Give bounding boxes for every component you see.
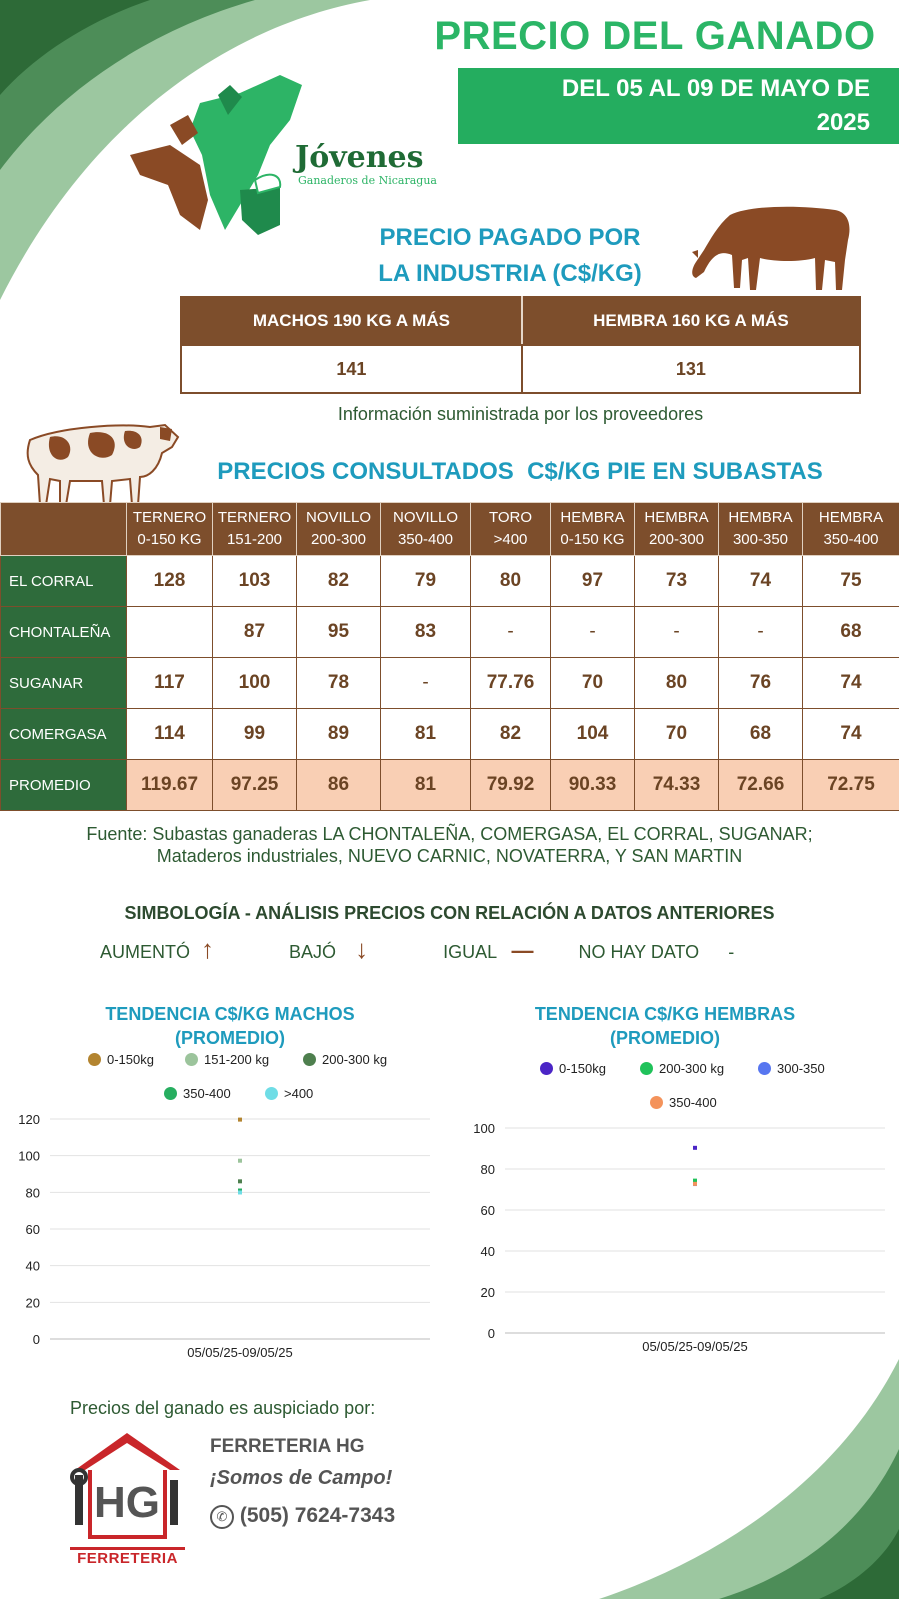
source-line-1: Fuente: Subastas ganaderas LA CHONTALEÑA, COMERGASA, EL CORRAL, SUGANAR; <box>86 824 813 844</box>
table-row <box>1 556 899 607</box>
industry-title-line-1: PRECIO PAGADO POR <box>379 224 641 251</box>
dash-icon: — <box>511 938 534 963</box>
table-cell: 80 <box>635 658 719 709</box>
x-tick-label: 05/05/25-09/05/25 <box>187 1345 293 1360</box>
y-tick-label: 80 <box>25 1185 40 1201</box>
table-cell: 89 <box>297 709 381 760</box>
chart-machos-title-text: TENDENCIA C$/KG MACHOS (PROMEDIO) <box>105 1004 355 1048</box>
y-tick-label: 40 <box>480 1244 495 1259</box>
legend-dot <box>540 1062 553 1075</box>
table-cell: 87 <box>213 607 297 658</box>
y-tick-label: 40 <box>25 1258 40 1274</box>
average-row <box>1 760 899 811</box>
legend-dot <box>758 1062 771 1075</box>
legend-item: >400 <box>265 1086 313 1101</box>
industry-header-males: MACHOS 190 KG A MÁS <box>181 297 522 345</box>
spotted-cow-icon <box>20 415 180 510</box>
y-tick-label: 20 <box>480 1285 495 1300</box>
legend-nodata-symbol: - <box>728 942 735 962</box>
table-cell: - <box>719 607 803 658</box>
y-tick-label: 100 <box>18 1148 40 1164</box>
legend-up-label: AUMENTÓ <box>100 942 190 962</box>
legend-dot <box>303 1053 316 1066</box>
auction-col-header: NOVILLO 200-300 <box>297 503 381 556</box>
table-cell: 74 <box>803 658 899 709</box>
table-cell: - <box>471 607 551 658</box>
grazing-cow-icon <box>690 200 855 295</box>
table-cell: 117 <box>127 658 213 709</box>
table-cell: - <box>635 607 719 658</box>
legend-dot <box>164 1087 177 1100</box>
data-point <box>693 1182 697 1186</box>
y-tick-label: 0 <box>487 1326 495 1341</box>
phone-number: (505) 7624-7343 <box>239 1504 396 1527</box>
data-point <box>693 1146 697 1150</box>
row-label: EL CORRAL <box>1 556 127 607</box>
legend-item: 151-200 kg <box>185 1052 269 1067</box>
auction-col-header: TERNERO 151-200 <box>213 503 297 556</box>
table-cell: 103 <box>213 556 297 607</box>
table-cell: 86 <box>297 760 381 811</box>
industry-value-males: 141 <box>181 345 522 393</box>
table-cell: 81 <box>381 760 471 811</box>
row-label: CHONTALEÑA <box>1 607 127 658</box>
chart-hembras <box>455 1115 899 1375</box>
table-cell: 72.75 <box>803 760 899 811</box>
table-cell: 100 <box>213 658 297 709</box>
logo-ferreteria-text: FERRETERIA <box>70 1547 185 1567</box>
bottom-right-swoosh <box>599 1359 899 1599</box>
phone-icon: ✆ <box>210 1505 234 1529</box>
chart-hembras-legend <box>455 1059 895 1119</box>
data-point <box>238 1159 242 1163</box>
table-cell: 79.92 <box>471 760 551 811</box>
source-note <box>0 823 899 867</box>
y-tick-label: 60 <box>480 1203 495 1218</box>
auction-col-header: TORO >400 <box>471 503 551 556</box>
symbology-legend <box>100 934 860 965</box>
table-cell: 95 <box>297 607 381 658</box>
table-cell: 70 <box>635 709 719 760</box>
table-cell: 76 <box>719 658 803 709</box>
table-cell: 68 <box>719 709 803 760</box>
arrow-down-icon: ↓ <box>355 934 369 964</box>
sponsor-name: FERRETERIA HG <box>210 1436 365 1457</box>
arrow-up-icon: ↑ <box>201 934 215 964</box>
table-cell: 73 <box>635 556 719 607</box>
table-cell: 80 <box>471 556 551 607</box>
auction-col-header: NOVILLO 350-400 <box>381 503 471 556</box>
x-tick-label: 05/05/25-09/05/25 <box>642 1339 748 1354</box>
table-cell: 81 <box>381 709 471 760</box>
ferreteria-hg-logo <box>70 1425 185 1570</box>
source-line-2: Mataderos industriales, NUEVO CARNIC, NOVATERRA, Y SAN MARTIN <box>156 846 743 866</box>
table-cell: 68 <box>803 607 899 658</box>
y-tick-label: 0 <box>32 1332 40 1347</box>
sponsor-slogan: ¡Somos de Campo! <box>210 1467 393 1489</box>
legend-down-label: BAJÓ <box>289 942 337 962</box>
house-logo-icon <box>70 1425 185 1545</box>
auction-header-corner <box>1 503 127 556</box>
legend-dot <box>650 1096 663 1109</box>
industry-price-table <box>180 296 861 394</box>
industry-source-note: Información suministrada por los proveedores <box>337 404 704 424</box>
row-label: PROMEDIO <box>1 760 127 811</box>
legend-dot <box>185 1053 198 1066</box>
chart-machos-legend <box>0 1050 440 1110</box>
table-cell: 72.66 <box>719 760 803 811</box>
chart-hembras-title <box>455 1002 875 1050</box>
auction-col-header: HEMBRA 0-150 KG <box>551 503 635 556</box>
table-cell: 79 <box>381 556 471 607</box>
row-label: COMERGASA <box>1 709 127 760</box>
legend-equal-label: IGUAL <box>443 942 497 962</box>
legend-dot <box>640 1062 653 1075</box>
table-cell: 77.76 <box>471 658 551 709</box>
auction-col-header: HEMBRA 200-300 <box>635 503 719 556</box>
table-cell: 104 <box>551 709 635 760</box>
data-point <box>238 1118 242 1122</box>
legend-dot <box>265 1087 278 1100</box>
table-cell: 119.67 <box>127 760 213 811</box>
y-tick-label: 20 <box>25 1295 40 1311</box>
table-cell: 90.33 <box>551 760 635 811</box>
auction-col-header: HEMBRA 300-350 <box>719 503 803 556</box>
industry-title-line-2: LA INDUSTRIA (C$/KG) <box>378 260 642 287</box>
y-tick-label: 100 <box>473 1121 495 1136</box>
y-tick-label: 60 <box>25 1222 40 1237</box>
legend-item: 200-300 kg <box>640 1061 724 1076</box>
chart-hembras-title-text: TENDENCIA C$/KG HEMBRAS (PROMEDIO) <box>534 1004 796 1048</box>
auction-price-table <box>0 502 899 811</box>
table-cell: 97.25 <box>213 760 297 811</box>
table-cell: 114 <box>127 709 213 760</box>
logo-name: Jóvenes <box>295 140 424 175</box>
table-cell: 78 <box>297 658 381 709</box>
table-cell: 97 <box>551 556 635 607</box>
legend-item: 300-350 <box>758 1061 825 1076</box>
table-row <box>1 709 899 760</box>
sponsor-intro: Precios del ganado es auspiciado por: <box>70 1398 376 1418</box>
page-title: PRECIO DEL GANADO <box>434 14 876 58</box>
table-cell: 74.33 <box>635 760 719 811</box>
legend-item: 0-150kg <box>88 1052 154 1067</box>
legend-nodata-label: NO HAY DATO <box>578 942 700 962</box>
table-cell: 82 <box>471 709 551 760</box>
industry-title <box>330 220 690 292</box>
date-line-1: DEL 05 AL 09 DE MAYO DE <box>561 75 870 102</box>
table-cell: 74 <box>719 556 803 607</box>
date-line-2: 2025 <box>816 109 870 136</box>
chart-machos <box>0 1105 445 1375</box>
logo-subtitle: Ganaderos de Nicaragua <box>298 174 437 187</box>
row-label: SUGANAR <box>1 658 127 709</box>
y-tick-label: 120 <box>18 1112 40 1127</box>
table-cell: 83 <box>381 607 471 658</box>
industry-value-females: 131 <box>522 345 860 393</box>
auction-header-row <box>1 503 899 556</box>
data-point <box>238 1179 242 1183</box>
table-cell: 128 <box>127 556 213 607</box>
symbology-title: SIMBOLOGÍA - ANÁLISIS PRECIOS CON RELACIÓN A DATOS ANTERIORES <box>124 903 775 923</box>
y-tick-label: 80 <box>480 1162 495 1177</box>
auction-col-header: HEMBRA 350-400 <box>803 503 899 556</box>
legend-item: 350-400 <box>164 1086 231 1101</box>
data-point <box>238 1190 242 1194</box>
table-cell: 74 <box>803 709 899 760</box>
industry-header-females: HEMBRA 160 KG A MÁS <box>522 297 860 345</box>
sponsor-phone <box>210 1504 395 1529</box>
legend-dot <box>88 1053 101 1066</box>
table-cell: 70 <box>551 658 635 709</box>
chart-machos-title <box>20 1002 440 1050</box>
legend-item: 350-400 <box>650 1095 717 1110</box>
legend-item: 200-300 kg <box>303 1052 387 1067</box>
table-cell: 99 <box>213 709 297 760</box>
auction-title: PRECIOS CONSULTADOS C$/KG PIE EN SUBASTAS <box>217 458 823 485</box>
table-cell: - <box>381 658 471 709</box>
table-cell: 82 <box>297 556 381 607</box>
auction-col-header: TERNERO 0-150 KG <box>127 503 213 556</box>
jovenes-map-logo-icon <box>130 75 310 245</box>
table-cell: 75 <box>803 556 899 607</box>
table-row <box>1 658 899 709</box>
table-cell <box>127 607 213 658</box>
date-range <box>470 72 870 140</box>
logo-letters: HG <box>94 1478 160 1527</box>
legend-item: 0-150kg <box>540 1061 606 1076</box>
table-cell: - <box>551 607 635 658</box>
table-row <box>1 607 899 658</box>
